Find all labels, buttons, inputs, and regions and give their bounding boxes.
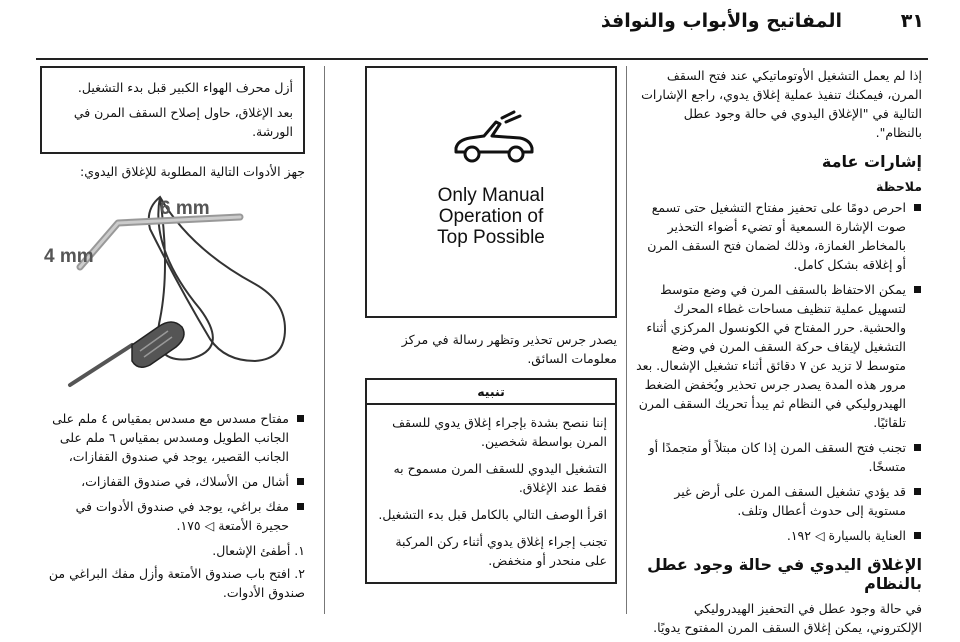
display-line: Only Manual <box>437 185 545 206</box>
signals-heading: إشارات عامة <box>821 152 922 171</box>
display-line: Top Possible <box>437 227 545 248</box>
left-column <box>40 66 305 606</box>
steps-list <box>40 541 305 602</box>
list-item: أشال من الأسلاك، في صندوق القفازات، <box>40 472 305 491</box>
figure-caption: يصدر جرس تحذير وتظهر رسالة في مركز معلومات السائق. <box>401 332 617 366</box>
tools-intro: جهز الأدوات التالية المطلوبة للإغلاق اليدوي: <box>80 164 305 179</box>
manual-closing-text: في حالة وجود عطل في التحفيز الهيدروليكي الإلكتروني، يمكن إغلاق السقف المرن المفتوح يدويًا. <box>653 601 922 635</box>
caution-box <box>365 378 617 584</box>
intro-paragraph: إذا لم يعمل التشغيل الأوتوماتيكي عند فتح السقف المرن، فيمكنك تنفيذ عملية إغلاق يدوي، راجع الإشارات التالية في "الإغلاق اليدوي في حالة وجود عطل بالنظام". <box>641 68 922 140</box>
caution-paragraph: تجنب إجراء إغلاق يدوي أثناء ركن المركبة على منحدر أو منخفض. <box>395 534 607 568</box>
page-title: المفاتيح والأبواب والنوافذ <box>600 10 842 32</box>
caution-paragraph: إننا ننصح بشدة بإجراء إغلاق يدوي للسقف المرن بواسطة شخصين. <box>392 415 607 449</box>
header-rule <box>36 58 928 60</box>
caution-paragraph: التشغيل اليدوي للسقف المرن مسموح به فقط عند الإغلاق. <box>393 461 607 495</box>
column-divider <box>626 66 627 614</box>
list-item: مفك براغي، يوجد في صندوق الأدوات في حجيرة الأمتعة ◁ ١٧٥. <box>40 497 305 535</box>
caution-heading: تنبيه <box>367 380 615 405</box>
warning-paragraph: بعد الإغلاق، حاول إصلاح السقف المرن في الورشة. <box>73 105 293 139</box>
display-line: Operation of <box>438 206 544 227</box>
warning-box <box>40 66 305 154</box>
screwdriver-icon <box>70 322 184 385</box>
convertible-car-icon <box>448 108 538 168</box>
label-4mm: 4 mm <box>44 246 94 267</box>
list-item: احرص دومًا على تحفيز مفتاح التشغيل حتى تسمع صوت الإشارة السمعية أو تضيء أضواء التحذير بالمخاطر الغمازة، وذلك لضمان فتح السقف المرن أو إغلاقه بشكل كامل. <box>636 198 922 274</box>
step-item: ٢. افتح باب صندوق الأمتعة وأزل مفك البراغي من صندوق الأدوات. <box>48 566 305 600</box>
page-header <box>0 0 960 44</box>
step-item: ١. أطفئ الإشعال. <box>212 543 305 558</box>
right-column <box>636 66 922 642</box>
tools-illustration <box>40 189 305 397</box>
list-item: تجنب فتح السقف المرن إذا كان مبتلاً أو متجمدًا أو متسخًا. <box>636 438 922 476</box>
list-item: العناية بالسيارة ◁ ١٩٢. <box>636 526 922 545</box>
list-item: مفتاح مسدس مع مسدس بمقياس ٤ ملم على الجانب الطويل ومسدس بمقياس ٦ ملم على الجانب القصير، يوجد في صندوق القفازات، <box>40 409 305 466</box>
driver-info-display-figure <box>365 66 617 318</box>
label-6mm: 6 mm <box>160 198 210 219</box>
column-divider <box>324 66 325 614</box>
tools-bullet-list <box>40 409 305 535</box>
note-heading: ملاحظة <box>876 179 922 194</box>
caution-paragraph: اقرأ الوصف التالي بالكامل قبل بدء التشغيل. <box>378 507 607 522</box>
manual-closing-heading: الإغلاق اليدوي في حالة وجود عطل بالنظام <box>647 555 922 593</box>
warning-paragraph: أزل محرف الهواء الكبير قبل بدء التشغيل. <box>77 80 293 95</box>
display-message <box>367 185 615 248</box>
middle-column <box>365 66 617 584</box>
page-number: ٣١ <box>900 10 924 32</box>
note-bullet-list <box>636 198 922 545</box>
list-item: قد يؤدي تشغيل السقف المرن على أرض غير مستوية إلى حدوث أعطال وتلف. <box>636 482 922 520</box>
tools-figure <box>40 189 305 397</box>
list-item: يمكن الاحتفاظ بالسقف المرن في وضع متوسط لتسهيل عملية تنظيف مساحات غطاء المحرك والحشية. حرر المفتاح في الكونسول المركزي أثناء التشغيل لإيقاف حركة السقف المرن في وضع متوسط لا تزيد عن ٧ دقائق أثناء تشغيل الإشعال. بعد مرور هذه المدة يصدر جرس تحذير ويُخفض الضغط الهيدروليكي في النظام ثم يبدأ تحريك السقف المرن تلقائيًا. <box>636 280 922 432</box>
